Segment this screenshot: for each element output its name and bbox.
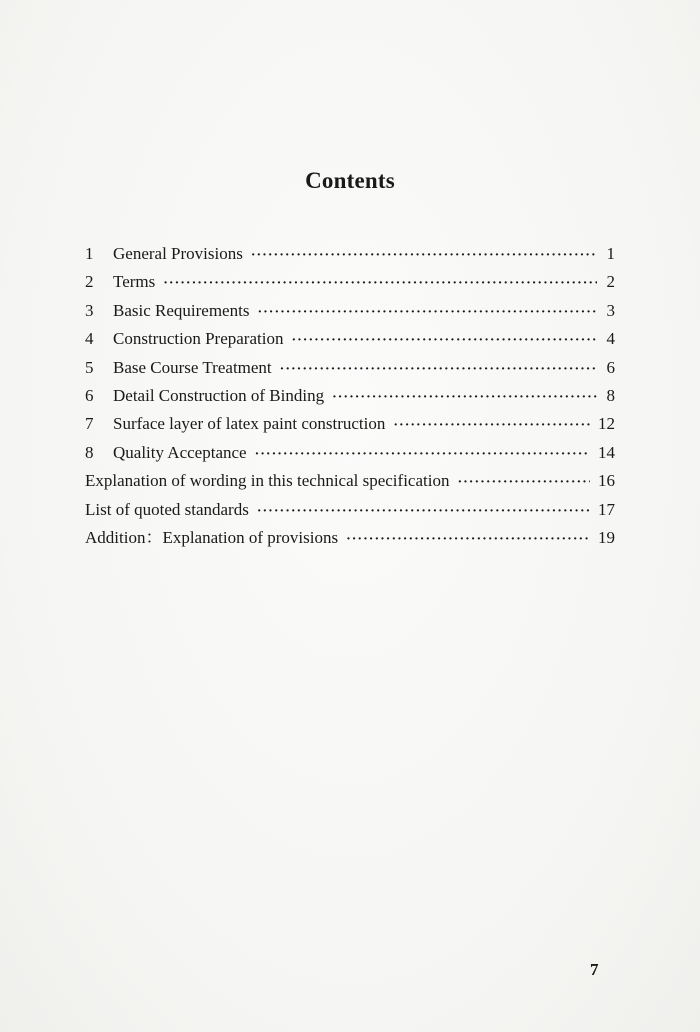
toc-entry-label: Addition：Explanation of provisions bbox=[85, 527, 339, 547]
dot-leader bbox=[257, 299, 597, 327]
toc-entry-number: 5 bbox=[85, 357, 94, 377]
table-of-contents bbox=[85, 240, 615, 552]
toc-entry[interactable] bbox=[85, 297, 615, 325]
dot-leader bbox=[255, 441, 590, 469]
toc-entry-label: Quality Acceptance bbox=[113, 442, 247, 462]
dot-leader bbox=[163, 270, 597, 298]
toc-entry-page: 14 bbox=[598, 442, 615, 462]
page-number: 7 bbox=[590, 960, 599, 979]
toc-entry-number: 3 bbox=[85, 300, 94, 320]
toc-entry-label: Basic Requirements bbox=[113, 300, 250, 320]
toc-entry-label: Base Course Treatment bbox=[113, 357, 272, 377]
toc-entry-page: 3 bbox=[606, 300, 615, 320]
toc-entry[interactable] bbox=[85, 439, 615, 467]
toc-entry[interactable] bbox=[85, 325, 615, 353]
toc-entry[interactable] bbox=[85, 410, 615, 438]
toc-entry-page: 4 bbox=[606, 329, 615, 349]
dot-leader bbox=[257, 498, 590, 526]
dot-leader bbox=[280, 356, 597, 384]
toc-entry-number: 7 bbox=[85, 414, 94, 434]
dot-leader bbox=[332, 384, 597, 412]
toc-entry[interactable] bbox=[85, 524, 615, 552]
toc-entry-label: Explanation of wording in this technical specification bbox=[85, 471, 450, 491]
toc-entry-page: 19 bbox=[598, 527, 615, 547]
toc-entry[interactable] bbox=[85, 240, 615, 268]
toc-entry-label: Terms bbox=[113, 272, 156, 292]
toc-entry-label: List of quoted standards bbox=[85, 499, 249, 519]
toc-entry-page: 17 bbox=[598, 499, 615, 519]
toc-entry-page: 8 bbox=[606, 385, 615, 405]
toc-entry-number: 4 bbox=[85, 329, 94, 349]
toc-entry-number: 6 bbox=[85, 385, 94, 405]
dot-leader bbox=[346, 526, 590, 554]
toc-entry-page: 1 bbox=[606, 244, 615, 263]
dot-leader bbox=[393, 412, 590, 440]
toc-entry-label: General Provisions bbox=[113, 244, 243, 263]
toc-entry-label: Detail Construction of Binding bbox=[113, 385, 325, 405]
toc-entry-label: Construction Preparation bbox=[113, 329, 284, 349]
page-title: Contents bbox=[305, 168, 395, 193]
toc-entry[interactable] bbox=[85, 382, 615, 410]
toc-entry-label: Surface layer of latex paint construction bbox=[113, 414, 386, 434]
toc-entry-number: 8 bbox=[85, 442, 94, 462]
toc-entry-number: 1 bbox=[85, 244, 94, 263]
toc-entry[interactable] bbox=[85, 354, 615, 382]
dot-leader bbox=[251, 242, 597, 270]
toc-entry-page: 16 bbox=[598, 471, 615, 491]
toc-entry-page: 6 bbox=[606, 357, 615, 377]
toc-entry[interactable] bbox=[85, 496, 615, 524]
toc-entry[interactable] bbox=[85, 467, 615, 495]
toc-entry-number: 2 bbox=[85, 272, 94, 292]
toc-entry-page: 12 bbox=[598, 414, 615, 434]
toc-entry[interactable] bbox=[85, 268, 615, 296]
dot-leader bbox=[457, 469, 590, 497]
dot-leader bbox=[291, 327, 597, 355]
toc-entry-page: 2 bbox=[606, 272, 615, 292]
